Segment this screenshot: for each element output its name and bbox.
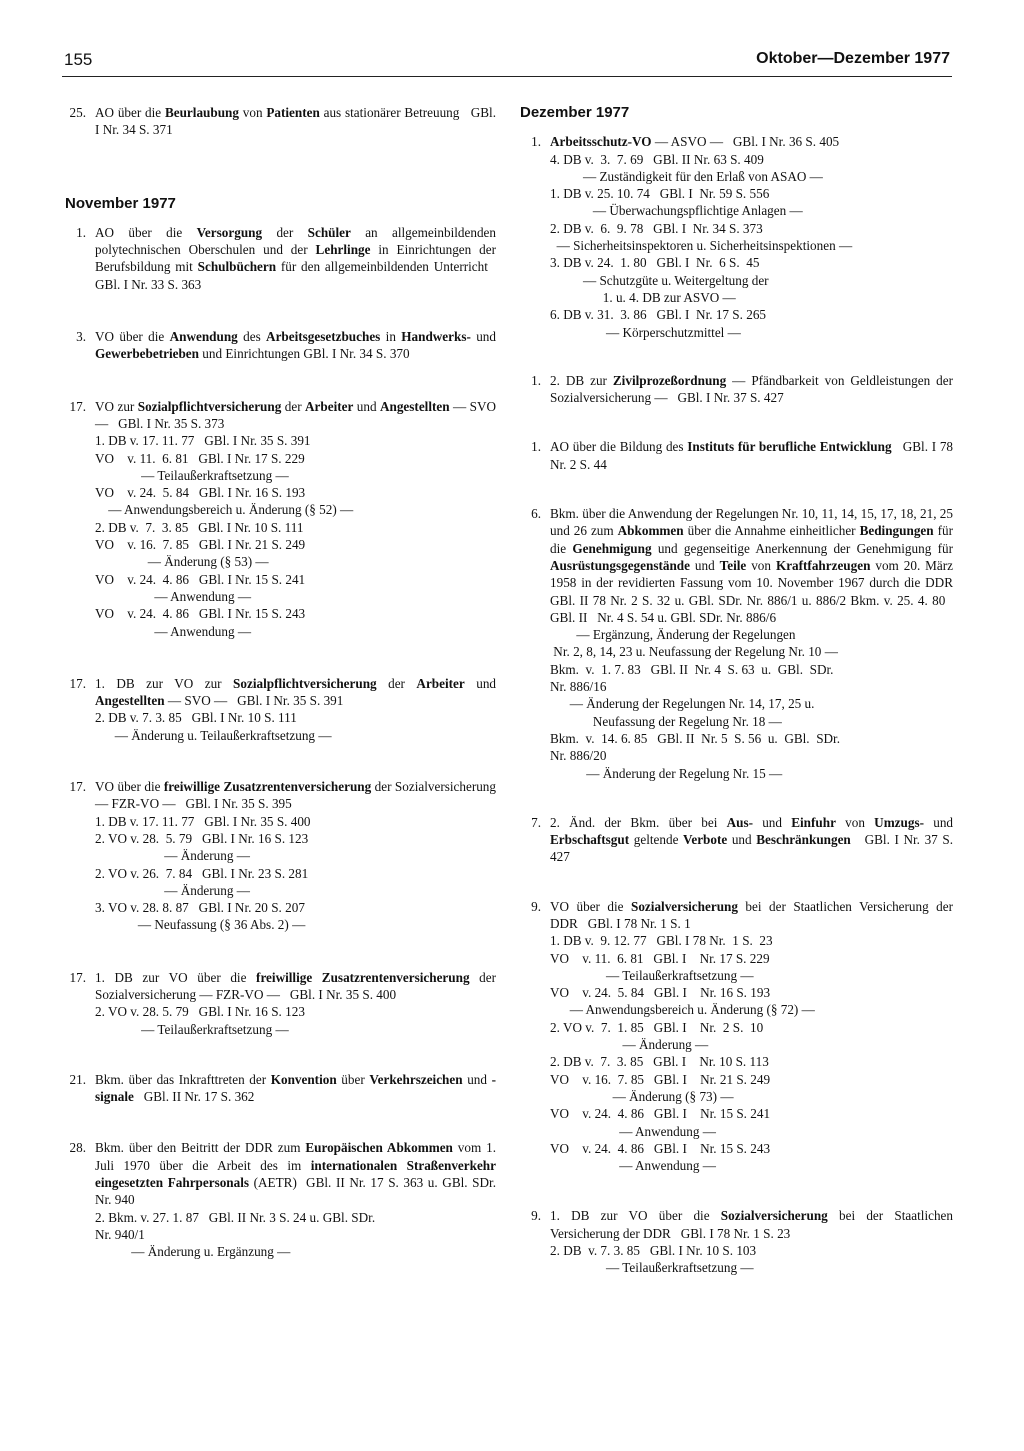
entry-number: 17.: [69, 675, 86, 691]
amendment-line: — Anwendung —: [550, 1123, 716, 1139]
entry-number: 9.: [531, 898, 541, 914]
entry-number: 1.: [531, 439, 541, 455]
list-item: [517, 1207, 953, 1276]
entry-number: 21.: [69, 1071, 86, 1087]
amendment-line: — Teilaußerkraftsetzung —: [95, 1021, 289, 1037]
entry-text: Bkm. über die Anwendung der Regelungen Nr. 10, 11, 14, 15, 17, 18, 21, 25 und 26 zum Abkommen über die Annahme einheitlicher Bedingungen für die Genehmigung und gegenseitige Anerkennung der Genehmigung für Ausrüstungsgegenstände und Teile von Kraftfahrzeugen vom 20. März 1958 in der revidierten Fassung vom 10. November 1967 durch die DDR GBl. II 78 Nr. 2 S. 32 u. GBl. SDr. Nr. 886/1 u. 886/2 Bkm. v. 25. 4. 80 GBl. II Nr. 4 S. 54 u. GBl. SDr. Nr. 886/6: [550, 506, 954, 625]
amendment-line: Nr. 886/20: [550, 748, 607, 764]
entry-number: 17.: [69, 398, 86, 414]
entry-number: 17.: [69, 969, 86, 985]
entry-text: 1. DB zur VO über die Sozialversicherung bei der Staatlichen Versicherung der DDR GBl. I 78 Nr. 1 S. 23: [550, 1208, 953, 1241]
amendment-line: — Teilaußerkraftsetzung —: [550, 1260, 754, 1276]
entry-text: 1. DB zur VO zur Sozialpflichtversicherung der Arbeiter und Angestellten — SVO — GBl. I Nr. 35 S. 391: [95, 675, 496, 709]
entry-text: VO zur Sozialpflichtversicherung der Arbeiter und Angestellten — SVO — GBl. I Nr. 35 S. 373: [95, 398, 496, 431]
amendment-line: 2. VO v. 26. 7. 84 GBl. I Nr. 23 S. 281: [95, 865, 309, 881]
amendment-line: 1. DB v. 17. 11. 77 GBl. I Nr. 35 S. 391: [95, 433, 311, 449]
running-head: Oktober—Dezember 1977: [756, 50, 950, 67]
amendment-line: VO v. 24. 4. 86 GBl. I Nr. 15 S. 241: [550, 1106, 771, 1122]
list-item: [62, 328, 496, 363]
amendment-line: — Neufassung (§ 36 Abs. 2) —: [95, 917, 306, 933]
amendment-line: 2. DB v. 6. 9. 78 GBl. I Nr. 34 S. 373: [550, 220, 763, 236]
list-item: [517, 438, 953, 473]
entry-text: VO über die Sozialversicherung bei der Staatlichen Versicherung der DDR GBl. I 78 Nr. 1 S. 1: [550, 898, 954, 931]
entry-text: AO über die Bildung des Instituts für berufliche Entwicklung GBl. I 78 Nr. 2 S. 44: [550, 439, 954, 472]
amendment-line: 1. DB v. 9. 12. 77 GBl. I 78 Nr. 1 S. 23: [550, 933, 773, 949]
list-item: [517, 898, 953, 1175]
amendment-line: 2. VO v. 28. 5. 79 GBl. I Nr. 16 S. 123: [95, 1004, 305, 1020]
entry-list: [62, 224, 496, 1261]
amendment-line: VO v. 11. 6. 81 GBl. I Nr. 17 S. 229: [550, 950, 770, 966]
entry-text: AO über die Versorgung der Schüler an allgemeinbildenden polytechnischen Oberschulen und der Lehrlinge in Einrichtungen der Berufsbildung mit Schulbüchern für den allgemeinbildenden Unterricht GBl. I Nr. 33 S. 363: [95, 224, 496, 292]
list-item: [517, 505, 953, 782]
amendment-line: — Änderung (§ 73) —: [550, 1088, 734, 1104]
entry-number: 9.: [531, 1208, 541, 1224]
amendment-line: — Zuständigkeit für den Erlaß von ASAO —: [550, 168, 823, 184]
entry-number: 1.: [531, 134, 541, 150]
amendment-line: 2. VO v. 28. 5. 79 GBl. I Nr. 16 S. 123: [95, 830, 309, 846]
entry-number: 6.: [531, 506, 541, 522]
amendment-line: VO v. 11. 6. 81 GBl. I Nr. 17 S. 229: [95, 450, 305, 466]
amendment-line: Neufassung der Regelung Nr. 18 —: [550, 713, 782, 729]
amendment-line: — Teilaußerkraftsetzung —: [95, 467, 289, 483]
amendment-line: — Anwendung —: [550, 1158, 716, 1174]
amendment-line: Bkm. v. 14. 6. 85 GBl. II Nr. 5 S. 56 u. GBl. SDr.: [550, 730, 841, 746]
entry-text: VO über die freiwillige Zusatzrentenversicherung der Sozialversicherung — FZR-VO — GBl. I Nr. 35 S. 395: [95, 779, 496, 812]
amendment-line: 6. DB v. 31. 3. 86 GBl. I Nr. 17 S. 265: [550, 307, 767, 323]
amendment-line: 2. VO v. 7. 1. 85 GBl. I Nr. 2 S. 10: [550, 1019, 764, 1035]
list-item: [62, 778, 496, 934]
amendment-line: — Anwendung —: [95, 623, 252, 639]
amendment-line: 4. DB v. 3. 7. 69 GBl. II Nr. 63 S. 409: [550, 151, 764, 167]
amendment-line: — Anwendungsbereich u. Änderung (§ 52) —: [95, 502, 354, 518]
entry-number: 17.: [69, 779, 86, 795]
amendment-line: VO v. 24. 4. 86 GBl. I Nr. 15 S. 243: [550, 1140, 771, 1156]
amendment-line: — Änderung u. Teilaußerkraftsetzung —: [95, 727, 332, 743]
list-item: [62, 104, 496, 139]
amendment-line: VO v. 24. 5. 84 GBl. I Nr. 16 S. 193: [550, 985, 771, 1001]
list-item: [62, 1071, 496, 1106]
amendment-line: VO v. 16. 7. 85 GBl. I Nr. 21 S. 249: [95, 537, 306, 553]
entry-text: AO über die Beurlaubung von Patienten aus stationärer Betreuung GBl. I Nr. 34 S. 371: [95, 105, 496, 138]
entry-list: [517, 133, 953, 1276]
amendment-line: 2. DB v. 7. 3. 85 GBl. I Nr. 10 S. 113: [550, 1054, 769, 1070]
list-item: [517, 372, 953, 407]
list-item: [62, 224, 496, 293]
amendment-line: 2. DB v. 7. 3. 85 GBl. I Nr. 10 S. 103: [550, 1243, 757, 1259]
amendment-line: — Teilaußerkraftsetzung —: [550, 967, 754, 983]
amendment-line: Bkm. v. 1. 7. 83 GBl. II Nr. 4 S. 63 u. GBl. SDr.: [550, 661, 834, 677]
section-title-december: Dezember 1977: [520, 104, 630, 121]
amendment-line: — Überwachungspflichtige Anlagen —: [550, 203, 803, 219]
page-number: 155: [64, 50, 93, 69]
entry-text: Bkm. über den Beitritt der DDR zum Europäischen Abkommen vom 1. Juli 1970 über die Arbeit des im internationalen Straßenverkehr eingesetzten Fahrpersonals (AETR) GBl. II Nr. 17 S. 363 u. GBl. SDr. Nr. 940: [95, 1140, 496, 1208]
amendment-line: — Änderung —: [95, 882, 250, 898]
header-rule: [62, 76, 952, 77]
amendment-line: — Körperschutzmittel —: [550, 324, 741, 340]
amendment-line: — Anwendung —: [95, 588, 252, 604]
amendment-line: 2. Bkm. v. 27. 1. 87 GBl. II Nr. 3 S. 24 u. GBl. SDr.: [95, 1209, 376, 1225]
amendment-line: 1. DB v. 17. 11. 77 GBl. I Nr. 35 S. 400: [95, 813, 311, 829]
amendment-line: — Sicherheitsinspektoren u. Sicherheitsinspektionen —: [550, 238, 853, 254]
entry-text: VO über die Anwendung des Arbeitsgesetzbuches in Handwerks- und Gewerbebetrieben und Einrichtungen GBl. I Nr. 34 S. 370: [95, 329, 496, 362]
amendment-line: 2. DB v. 7. 3. 85 GBl. I Nr. 10 S. 111: [95, 710, 297, 726]
entry-number: 1.: [531, 372, 541, 388]
amendment-line: Nr. 2, 8, 14, 23 u. Neufassung der Regelung Nr. 10 —: [550, 644, 838, 660]
amendment-line: — Änderung u. Ergänzung —: [95, 1244, 291, 1260]
amendment-line: 3. DB v. 24. 1. 80 GBl. I Nr. 6 S. 45: [550, 255, 760, 271]
entry-number: 1.: [76, 224, 86, 240]
section-title-november: November 1977: [65, 194, 176, 212]
amendment-line: — Änderung der Regelung Nr. 15 —: [550, 765, 783, 781]
amendment-line: 3. VO v. 28. 8. 87 GBl. I Nr. 20 S. 207: [95, 900, 305, 916]
amendment-line: 2. DB v. 7. 3. 85 GBl. I Nr. 10 S. 111: [95, 519, 304, 535]
entry-text: 1. DB zur VO über die freiwillige Zusatzrentenversicherung der Sozialversicherung — FZR-VO — GBl. I Nr. 35 S. 400: [95, 969, 496, 1002]
entry-text: 2. DB zur Zivilprozeßordnung — Pfändbarkeit von Geldleistungen der Sozialversicherung — GBl. I Nr. 37 S. 427: [550, 372, 953, 406]
right-column: [517, 104, 953, 1311]
entry-number: 7.: [531, 814, 541, 830]
entry-text: Arbeitsschutz-VO — ASVO — GBl. I Nr. 36 S. 405: [550, 134, 840, 150]
list-item: [62, 398, 496, 640]
entry-number: 25.: [69, 105, 86, 120]
list-item: [62, 1139, 496, 1260]
amendment-line: 1. DB v. 25. 10. 74 GBl. I Nr. 59 S. 556: [550, 186, 770, 202]
amendment-line: — Ergänzung, Änderung der Regelungen: [550, 627, 796, 643]
amendment-line: Nr. 940/1: [95, 1226, 145, 1242]
amendment-line: VO v. 24. 4. 86 GBl. I Nr. 15 S. 243: [95, 606, 306, 622]
entry-number: 3.: [76, 329, 86, 345]
amendment-line: — Änderung —: [95, 848, 250, 864]
amendment-line: Nr. 886/16: [550, 679, 607, 695]
amendment-line: — Anwendungsbereich u. Änderung (§ 72) —: [550, 1002, 815, 1018]
amendment-line: — Änderung —: [550, 1037, 709, 1053]
amendment-line: VO v. 16. 7. 85 GBl. I Nr. 21 S. 249: [550, 1071, 771, 1087]
amendment-line: VO v. 24. 4. 86 GBl. I Nr. 15 S. 241: [95, 571, 306, 587]
amendment-line: 1. u. 4. DB zur ASVO —: [550, 289, 736, 305]
list-item: [62, 969, 496, 1038]
list-item: [62, 675, 496, 744]
amendment-line: — Änderung (§ 53) —: [95, 554, 269, 570]
amendment-line: — Änderung der Regelungen Nr. 14, 17, 25 u.: [550, 696, 815, 712]
entry-number: 28.: [69, 1140, 86, 1156]
amendment-line: VO v. 24. 5. 84 GBl. I Nr. 16 S. 193: [95, 485, 306, 501]
entry-text: Bkm. über das Inkrafttreten der Konvention über Verkehrszeichen und -signale GBl. II Nr. 17 S. 362: [95, 1071, 496, 1105]
entry-text: 2. Änd. der Bkm. über bei Aus- und Einfuhr von Umzugs- und Erbschaftsgut geltende Verbote und Beschränkungen GBl. I Nr. 37 S. 427: [550, 814, 954, 865]
list-item: [517, 133, 953, 341]
list-item: [517, 814, 953, 866]
left-column: [62, 104, 496, 1295]
amendment-line: — Schutzgüte u. Weitergeltung der: [550, 272, 769, 288]
